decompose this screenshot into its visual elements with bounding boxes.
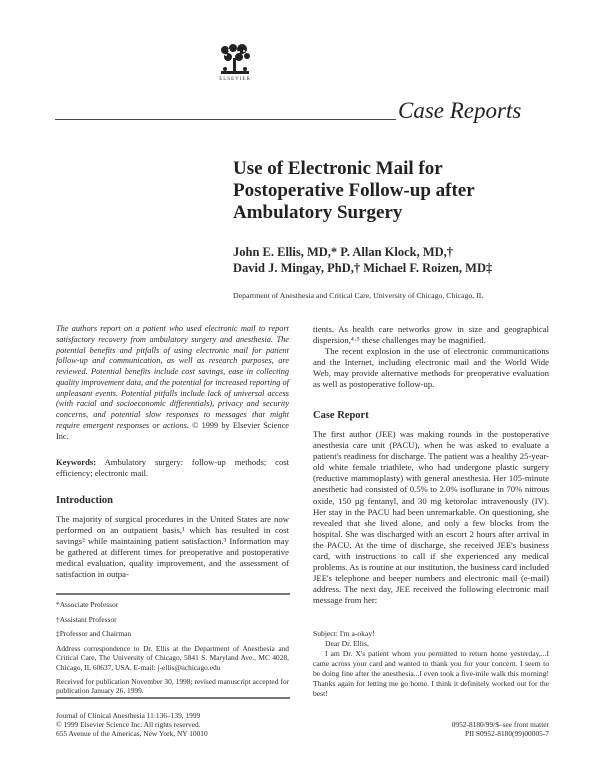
received-dates: Received for publication November 30, 1998; revised manuscript accepted for publication January 26, 1999.: [56, 677, 289, 696]
keywords-label: Keywords:: [56, 457, 97, 467]
affiliation: Department of Anesthesia and Critical Care, University of Chicago, Chicago, IL: [233, 291, 484, 300]
authors: [233, 244, 492, 276]
elsevier-tree-icon: [217, 42, 253, 76]
authors-line: David J. Mingay, PhD,† Michael F. Roizen, MD‡: [233, 261, 493, 275]
intro-paragraph-2: The recent explosion in the use of electronic communications and the Internet, including electronic mail and the World Wide Web, may provide alternative methods for preoperative evaluation as well as postoperative follow-up.: [313, 346, 549, 390]
intro-continued-text: tients. As health care networks grow in size and geographical dispersion,⁴·⁵ these challenges may be magnified.: [313, 324, 549, 346]
journal-line: © 1999 Elsevier Science Inc. All rights reserved.: [56, 720, 201, 729]
elsevier-logo: [217, 42, 253, 86]
code-line: PII S0952-8180(99)00005-7: [465, 729, 549, 738]
article-codes: [313, 720, 549, 738]
case-report-heading: Case Report: [313, 410, 369, 421]
title-line: Ambulatory Surgery: [233, 202, 403, 223]
correspondence-address: Address correspondence to Dr. Ellis at the Department of Anesthesia and Critical Care, The University of Chicago, 5841 S. Maryland Ave., MC 4028, Chicago, IL 60637, USA. E-mail: j-ellis@uchicago.edu: [56, 644, 289, 672]
journal-line: 655 Avenue of the Americas, New York, NY 10010: [56, 729, 208, 738]
footnote: †Assistant Professor: [56, 614, 117, 624]
footnote: *Associate Professor: [56, 600, 119, 609]
journal-info: [56, 711, 208, 738]
footnote-rule: [56, 697, 290, 699]
code-line: 0952-8180/99/$–see front matter: [451, 720, 549, 729]
article-title: [233, 158, 553, 224]
footnotes: [56, 600, 289, 701]
footnote-rule: [56, 593, 290, 595]
email-subject: Subject: I'm a-okay!: [313, 629, 375, 638]
introduction-text: The majority of surgical procedures in the United States are now performed on an outpatient basis,¹ which has resulted in cost savings² while maintaining patient satisfaction.³ Information may be gathered at different times for preoperative and postoperative medical evaluation, quality improvement, and the assessment of satisfaction in outpa-: [56, 514, 289, 580]
abstract-text: The authors report on a patient who used electronic mail to report satisfactory recovery from ambulatory surgery and anesthesia. The potential benefits and pitfalls of using electronic mail for patient follow-up and communication, as well as research purposes, are reviewed. Potential benefits include cost savings, ease in collecting quality improvement data, and the potential for increased reporting of unpleasant events. Potential pitfalls include lack of universal access (with racial and socioeconomic differentials), privacy and security concerns, and potential slow responses to messages that might require emergent responses or actions.: [56, 324, 289, 430]
abstract-copyright: © 1999 by Elsevier Science Inc.: [56, 420, 289, 441]
keywords-text: Ambulatory surgery: follow-up methods; cost efficiency; electronic mail.: [56, 457, 289, 478]
keywords: [56, 457, 289, 478]
logo-wordmark: ELSEVIER: [219, 77, 251, 82]
email-message: [313, 629, 549, 699]
title-line: Use of Electronic Mail for: [233, 158, 443, 179]
header-rule: [55, 119, 396, 120]
footnote: ‡Professor and Chairman: [56, 629, 132, 639]
email-greeting: Dear Dr. Ellis,: [325, 639, 369, 648]
case-report-text: The first author (JEE) was making rounds in the postoperative anesthesia care unit (PACU), when he was asked to evaluate a patient's readiness for discharge. The patient was a healthy 25-year-old white female triathlete, who had undergone plastic surgery (reductive mammoplasty) with general anesthesia. Her 105-minute anesthetic had consisted of 0.5% to 2.0% isoflurane in 70% nitrous oxide, 150 µg fentanyl, and 30 mg ketorolac intravenously (IV). Her stay in the PACU had been unremarkable. On questioning, she revealed that she lived alone, and only a few blocks from the hospital. She was discharged with an escort 2 hours after arrival in the PACU. At the time of discharge, she received JEE's business card, with instructions to call if she experienced any medical problems. As is routine at our institution, the business card included JEE's telephone and beeper numbers and electronic mail (e-mail) address. The next day, JEE received the following electronic mail message from her:: [313, 429, 549, 606]
email-body: I am Dr. X's patient whom you permitted to return home yesterday,...I came across your card and wanted to thank you for your concern. I seem to be doing fine after the anesthesia...I even took a five-mile walk this morning! Thanks again for letting me go home. I think it definitely worked out for the best!: [313, 649, 549, 698]
authors-line: John E. Ellis, MD,* P. Allan Klock, MD,†: [233, 245, 454, 259]
journal-line: Journal of Clinical Anesthesia 11:136–139, 1999: [56, 711, 201, 720]
abstract: [56, 324, 289, 442]
introduction-continued: [313, 324, 549, 391]
introduction-heading: Introduction: [56, 495, 113, 506]
section-label: Case Reports: [398, 98, 522, 123]
title-line: Postoperative Follow-up after: [233, 180, 475, 201]
